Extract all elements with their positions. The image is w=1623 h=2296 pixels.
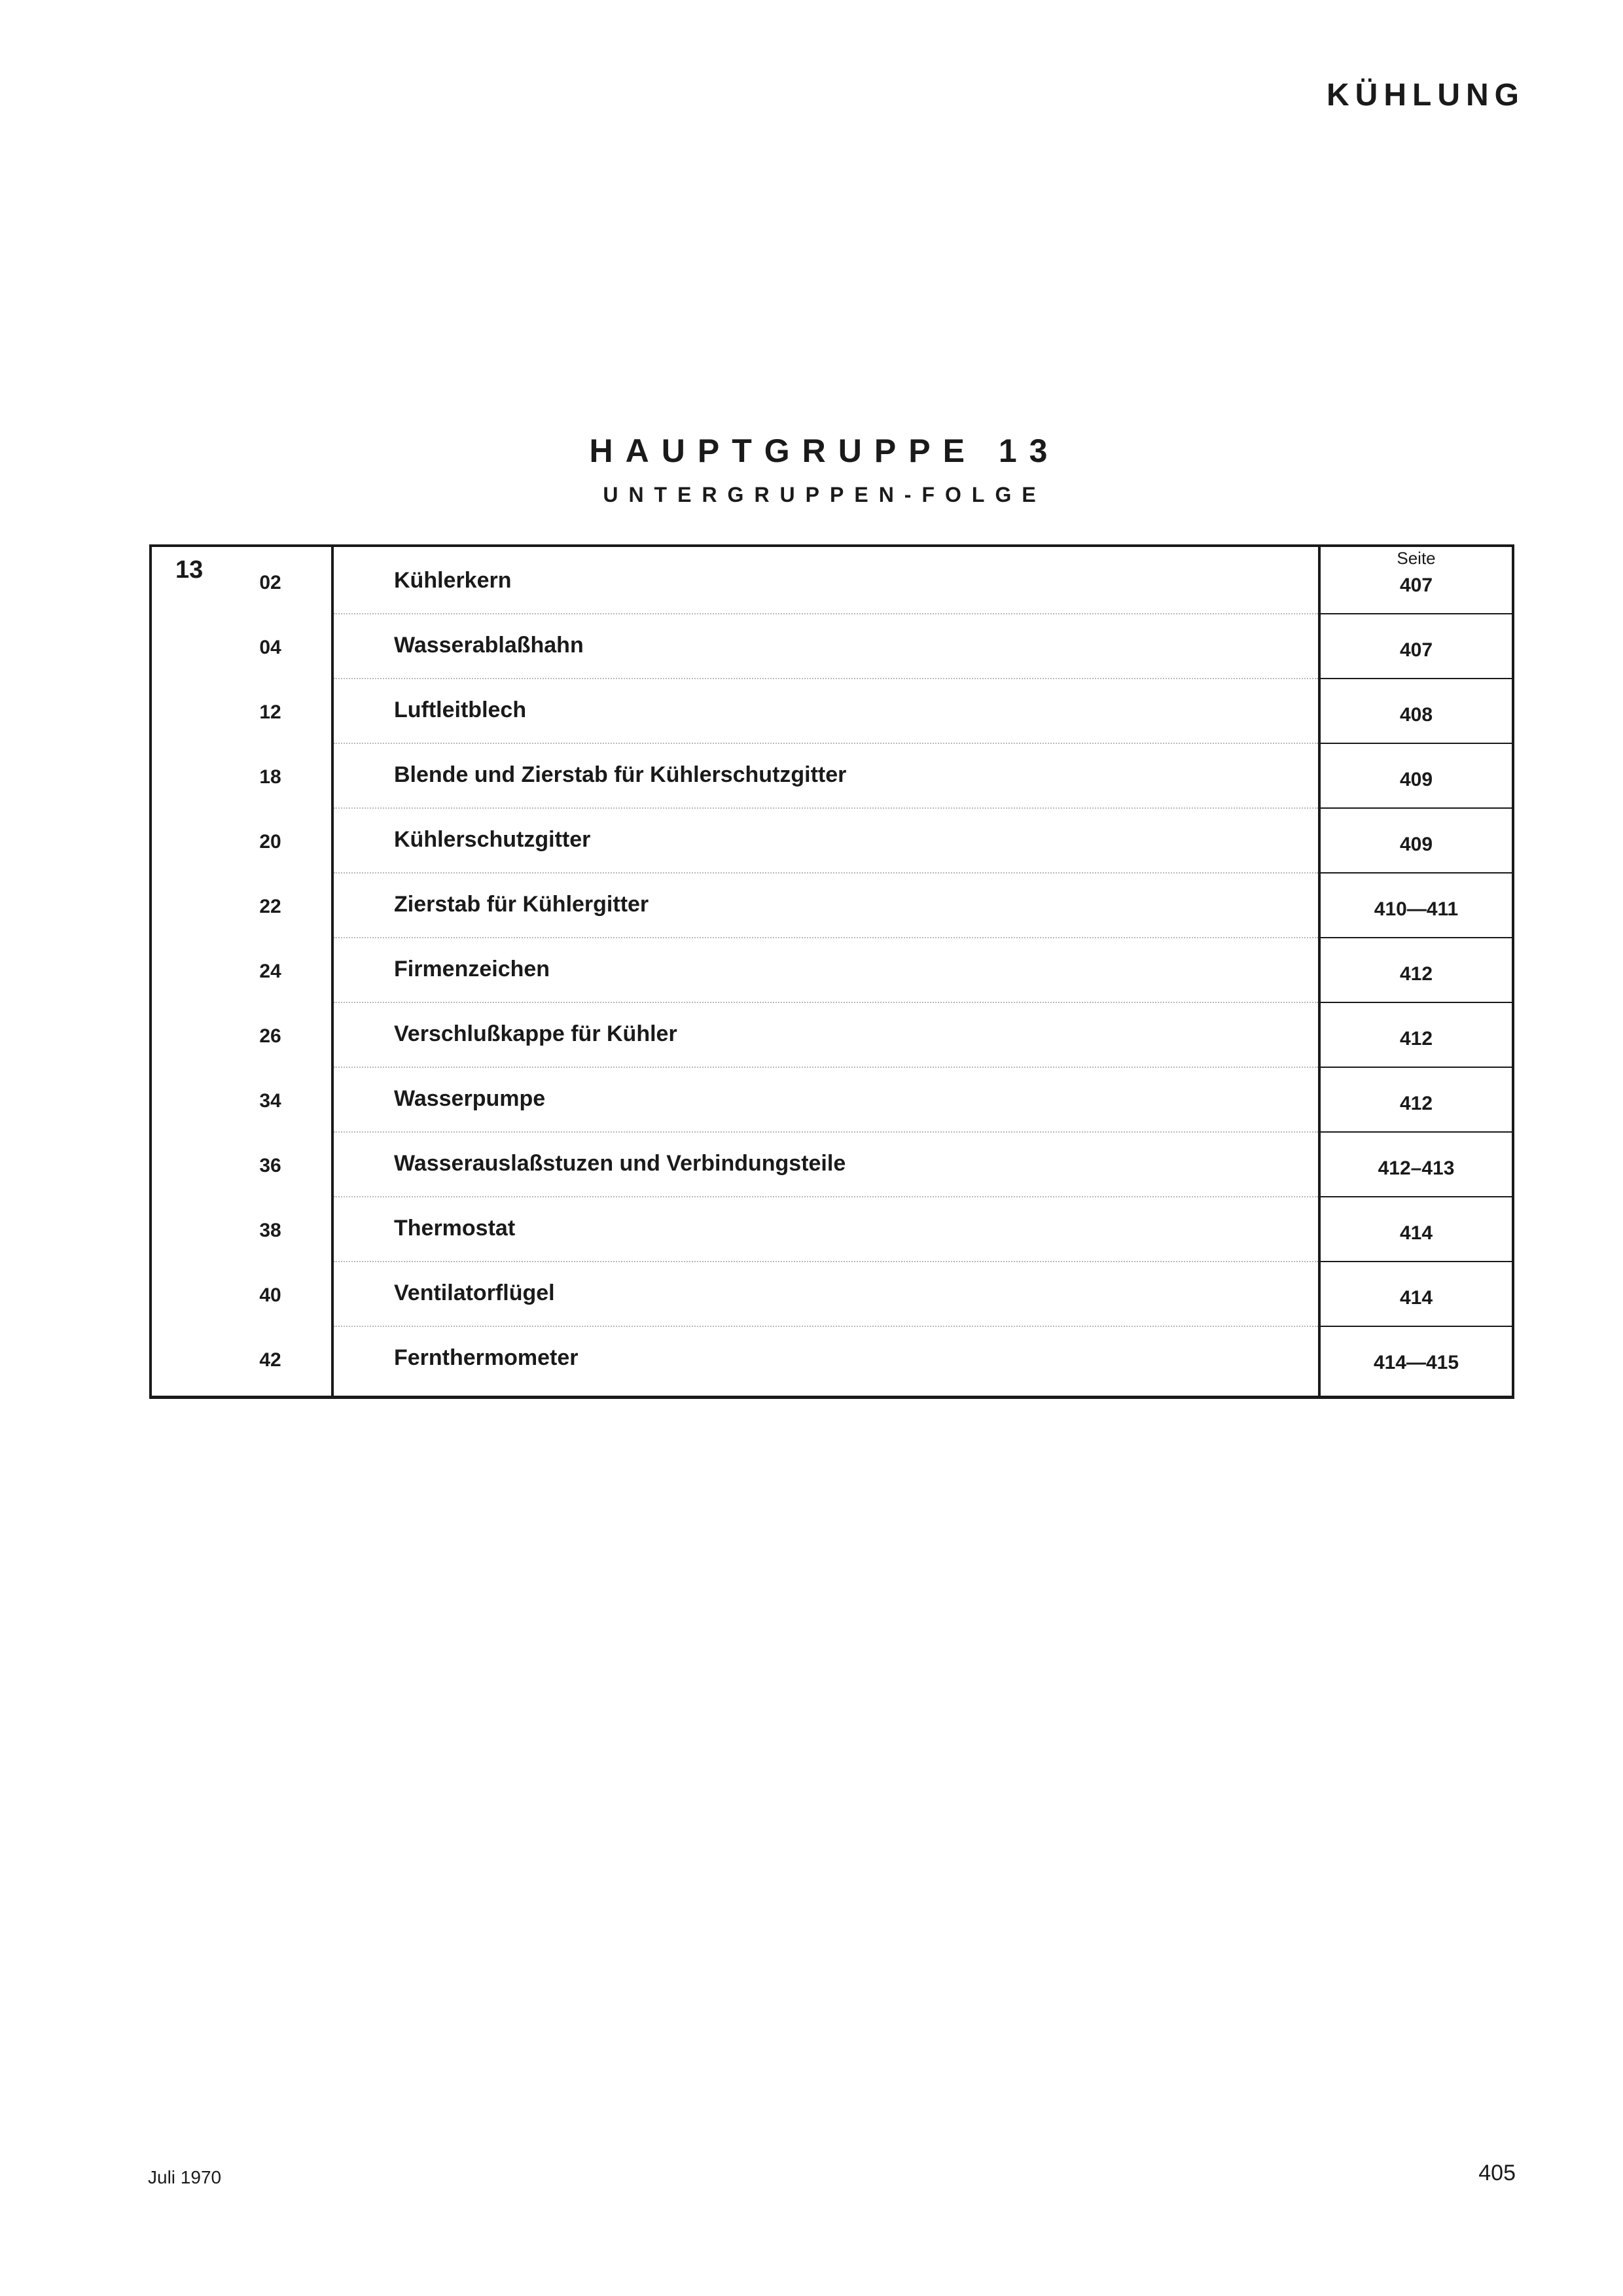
row-page: 414—415 bbox=[1373, 1352, 1459, 1373]
table-row bbox=[149, 679, 1514, 744]
row-description: Kühlerschutzgitter bbox=[394, 827, 591, 852]
table-top-rule bbox=[149, 544, 1514, 547]
table-bottom-rule bbox=[149, 1396, 1514, 1399]
row-description: Wasserpumpe bbox=[394, 1086, 546, 1111]
row-page: 410—411 bbox=[1374, 898, 1459, 920]
row-code: 04 bbox=[259, 637, 281, 658]
row-page: 407 bbox=[1399, 639, 1433, 661]
table-row bbox=[149, 1262, 1514, 1327]
footer-page-number: 405 bbox=[1478, 2161, 1516, 2185]
row-description: Fernthermometer bbox=[394, 1345, 579, 1370]
table-row bbox=[149, 809, 1514, 874]
table-row bbox=[149, 1133, 1514, 1197]
row-page: 409 bbox=[1399, 769, 1433, 790]
sub-heading: UNTERGRUPPEN-FOLGE bbox=[603, 483, 1046, 506]
table-row bbox=[149, 1003, 1514, 1068]
row-code: 26 bbox=[259, 1025, 281, 1047]
table-row bbox=[149, 550, 1514, 614]
row-code: 20 bbox=[259, 831, 281, 853]
row-page: 412–413 bbox=[1378, 1157, 1455, 1179]
table-row bbox=[149, 938, 1514, 1003]
row-description: Firmenzeichen bbox=[394, 957, 550, 981]
row-code: 40 bbox=[259, 1284, 281, 1306]
table-row bbox=[149, 874, 1514, 938]
row-code: 18 bbox=[259, 766, 281, 788]
table-row bbox=[149, 1068, 1514, 1133]
row-description: Wasserablaßhahn bbox=[394, 633, 584, 658]
row-code: 24 bbox=[259, 961, 281, 982]
row-description: Thermostat bbox=[394, 1216, 516, 1241]
row-code: 34 bbox=[259, 1090, 281, 1112]
row-page: 412 bbox=[1399, 1093, 1433, 1114]
row-description: Blende und Zierstab für Kühlerschutzgitter bbox=[394, 762, 847, 787]
row-code: 02 bbox=[259, 572, 281, 593]
row-page: 409 bbox=[1399, 834, 1433, 855]
table-row bbox=[149, 614, 1514, 679]
row-page: 407 bbox=[1399, 574, 1433, 596]
table-row bbox=[149, 1197, 1514, 1262]
row-code: 36 bbox=[259, 1155, 281, 1176]
row-description: Verschlußkappe für Kühler bbox=[394, 1021, 677, 1046]
table-row bbox=[149, 1327, 1514, 1392]
footer-date: Juli 1970 bbox=[148, 2167, 222, 2187]
section-title: KÜHLUNG bbox=[1327, 78, 1525, 113]
page-column-header: Seite bbox=[1397, 548, 1436, 568]
row-page: 414 bbox=[1399, 1222, 1433, 1244]
row-description: Kühlerkern bbox=[394, 568, 512, 593]
row-page: 414 bbox=[1399, 1287, 1433, 1309]
subgroup-table bbox=[149, 544, 1514, 1399]
row-page: 412 bbox=[1399, 963, 1433, 985]
row-page: 408 bbox=[1399, 704, 1433, 726]
row-page: 412 bbox=[1399, 1028, 1433, 1050]
main-heading: HAUPTGRUPPE 13 bbox=[589, 433, 1060, 469]
row-description: Wasserauslaßstuzen und Verbindungsteile bbox=[394, 1151, 846, 1176]
row-code: 22 bbox=[259, 896, 281, 917]
row-description: Zierstab für Kühlergitter bbox=[394, 892, 649, 917]
row-description: Luftleitblech bbox=[394, 698, 527, 722]
row-description: Ventilatorflügel bbox=[394, 1280, 555, 1305]
table-row bbox=[149, 744, 1514, 809]
row-code: 38 bbox=[259, 1220, 281, 1241]
group-number: 13 bbox=[175, 556, 204, 584]
row-code: 12 bbox=[259, 701, 281, 723]
row-code: 42 bbox=[259, 1349, 281, 1371]
